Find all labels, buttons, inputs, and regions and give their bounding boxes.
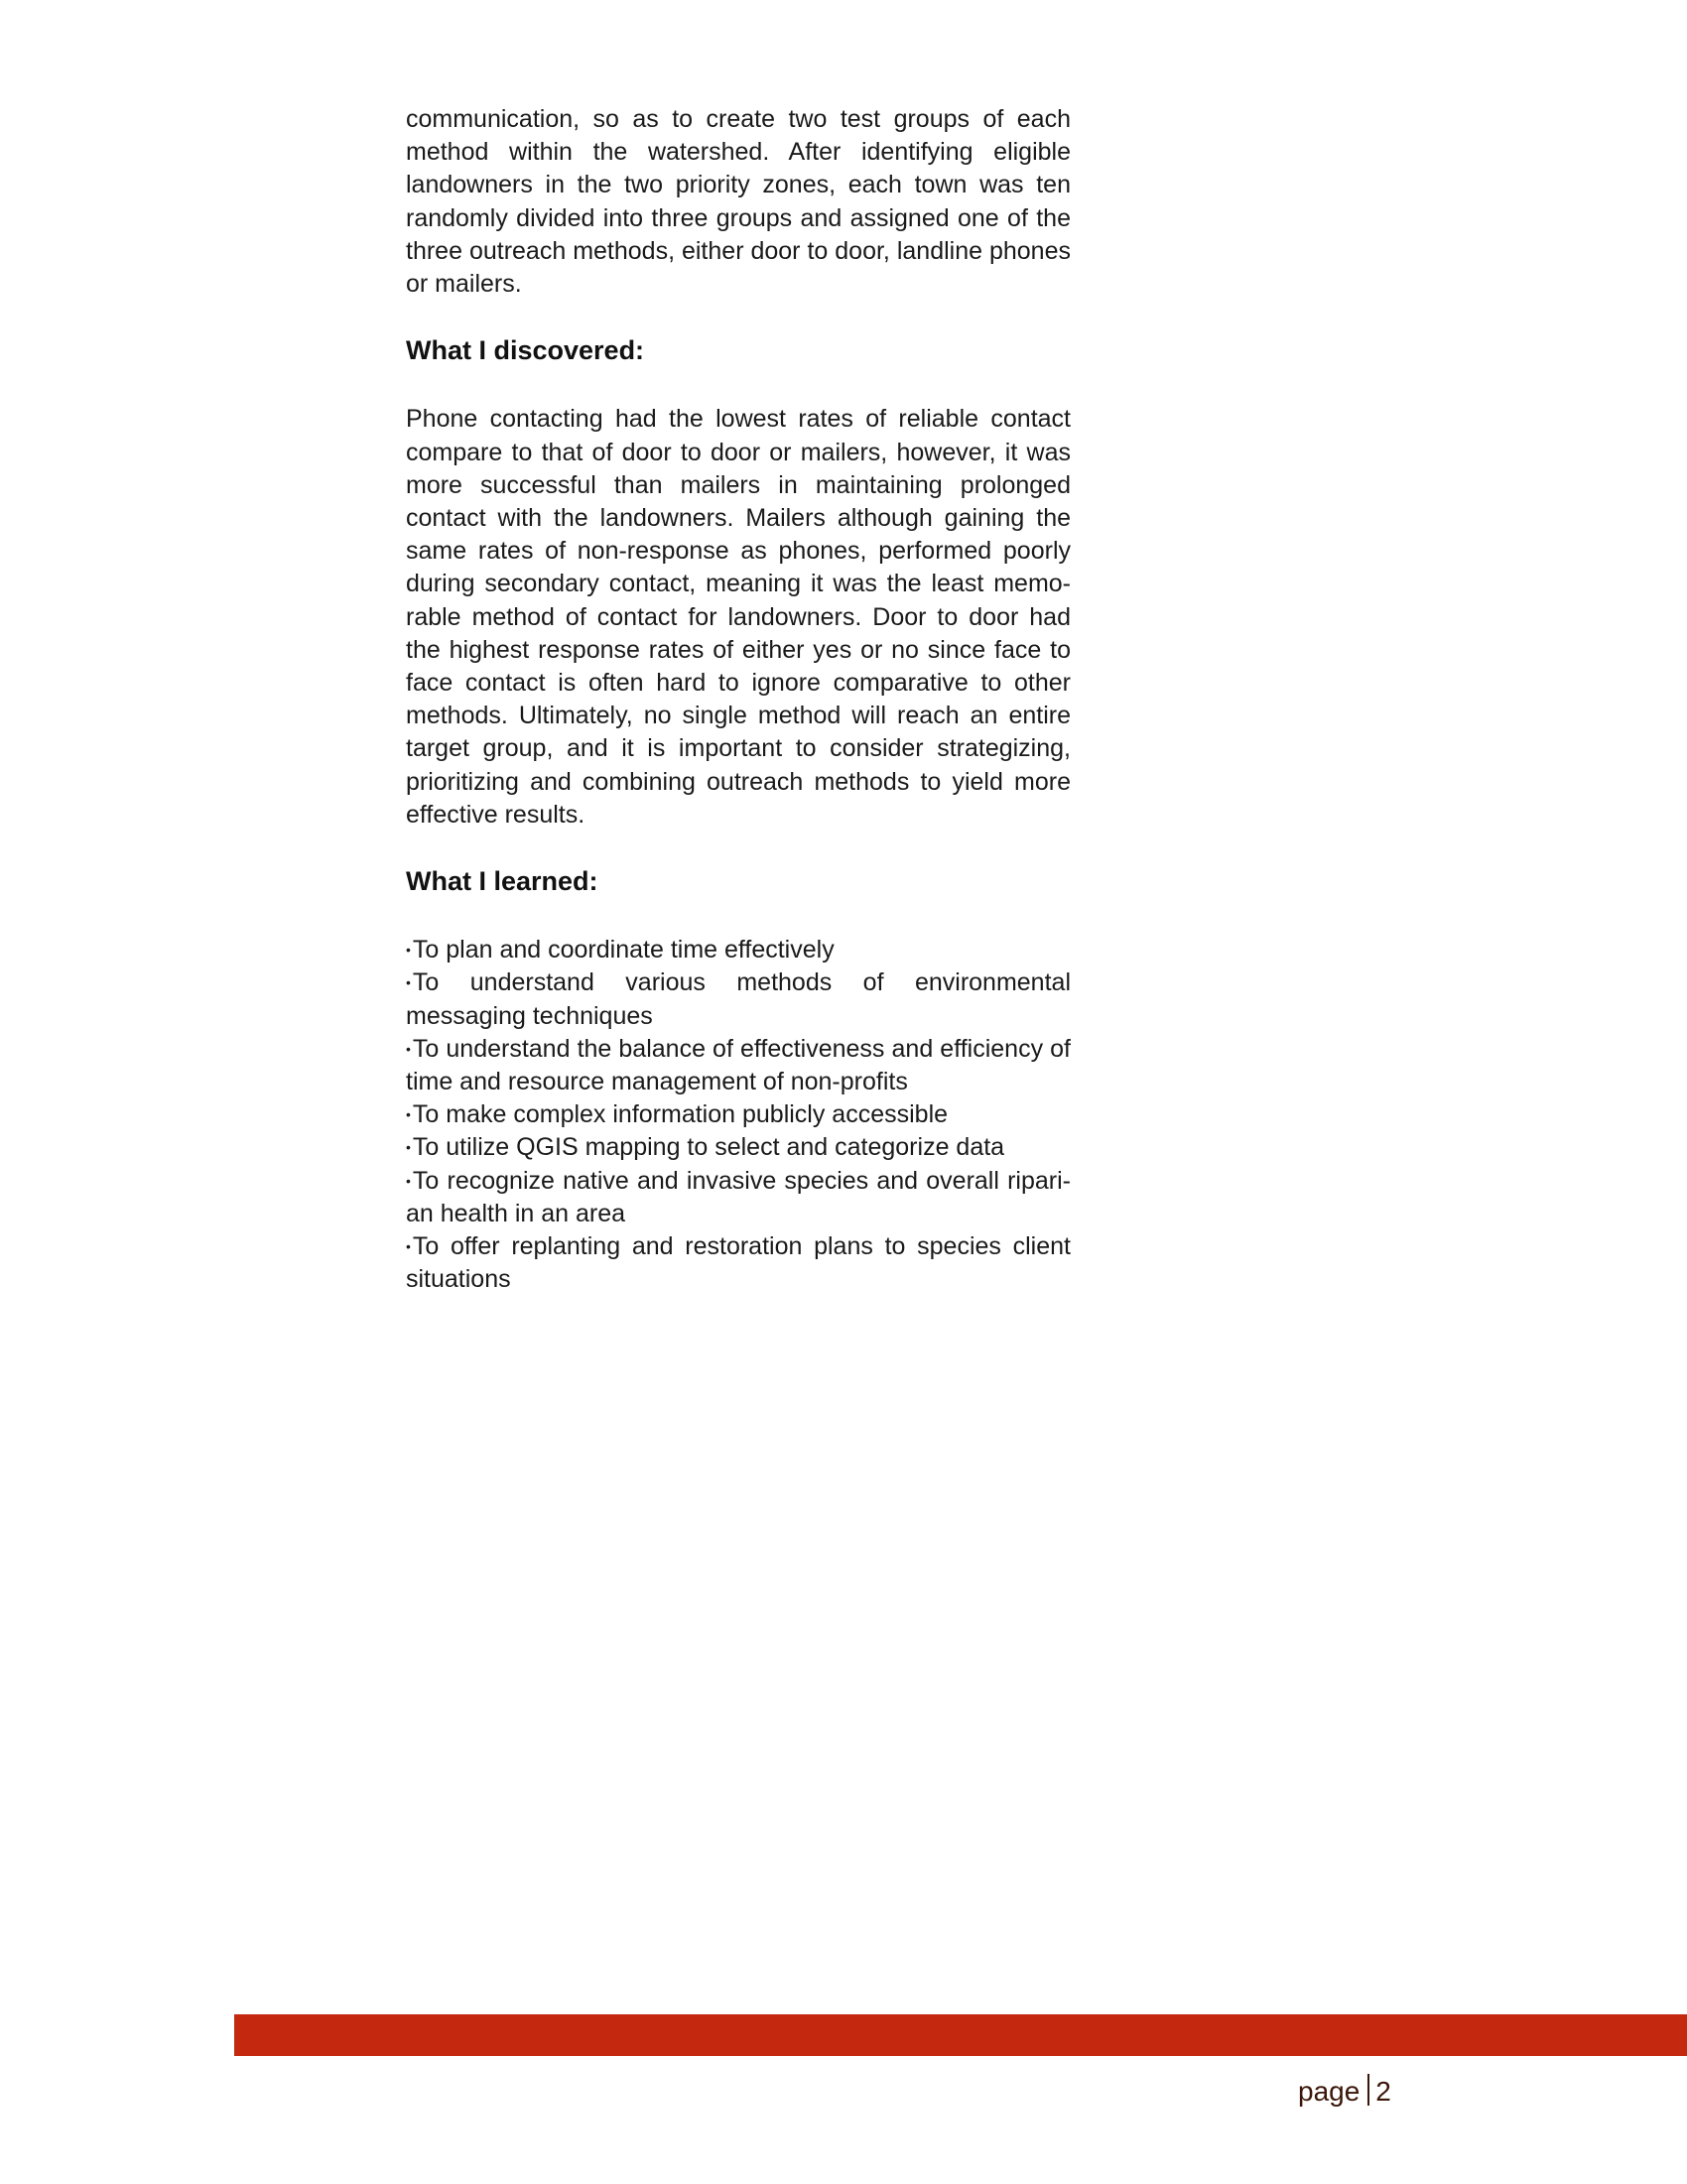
learned-heading: What I learned:: [406, 866, 598, 897]
discovered-heading: What I discovered:: [406, 335, 645, 366]
bullet-icon: •: [406, 1238, 411, 1255]
discovered-paragraph: Phone contacting had the lowest rates of reliable contact compare to that of door to door or mailers, however, it was more successful than mailers in maintaining prolonged contact with the landowners. Mailers although gaining the same rates of non-response as phones, performed poorly during secondary contact, meaning it was the least memo-rable method of contact for landowners. Door to door had the highest response rates of either yes or no since face to face contact is often hard to ignore comparative to other methods. Ultimately, no single method will reach an entire target group, and it is important to consider strategizing, prioritizing and combining outreach methods to yield more effective results.: [406, 405, 1071, 829]
list-item: [406, 1098, 1071, 1131]
spacer: [406, 832, 1071, 865]
spacer: [406, 301, 1071, 334]
page-separator: [1367, 2074, 1369, 2106]
list-item-text: To utilize QGIS mapping to select and categorize data: [412, 1133, 1005, 1162]
list-item-text: To offer replanting and restoration plans to species client situations: [406, 1232, 1071, 1294]
list-item-text: To understand various methods of environmental messaging techniques: [406, 968, 1071, 1030]
page-number: 2: [1375, 2076, 1391, 2107]
bullet-icon: •: [406, 1172, 411, 1189]
list-item: [406, 934, 1071, 966]
bullet-icon: •: [406, 974, 411, 991]
bullet-icon: •: [406, 1040, 411, 1057]
content-column: [406, 103, 1071, 1297]
list-item: [406, 1165, 1071, 1230]
list-item-text: To understand the balance of effectiveness and efficiency of time and resource management of non-profits: [406, 1034, 1071, 1096]
bullet-icon: •: [406, 1106, 411, 1123]
intro-paragraph: communication, so as to create two test groups of each method within the watershed. After identifying eligible landowners in the two priority zones, each town was ten randomly divided into three groups and assigned one of the three outreach methods, either door to door, landline phones or mailers.: [406, 105, 1071, 299]
list-item: [406, 1230, 1071, 1296]
bullet-icon: •: [406, 1139, 411, 1156]
list-item-text: To plan and coordinate time effectively: [412, 936, 835, 964]
page-number-label: [1298, 2072, 1391, 2112]
list-item-text: To recognize native and invasive species and overall ripari-an health in an area: [406, 1166, 1071, 1227]
spacer: [406, 898, 1071, 934]
list-item: [406, 1033, 1071, 1098]
page-word: page: [1298, 2076, 1361, 2107]
list-item: [406, 1131, 1071, 1164]
footer-accent-bar: [234, 2014, 1687, 2056]
list-item-text: To make complex information publicly accessible: [412, 1100, 949, 1129]
spacer: [406, 367, 1071, 403]
list-item: [406, 966, 1071, 1032]
bullet-icon: •: [406, 942, 411, 959]
learned-list: [406, 934, 1071, 1296]
